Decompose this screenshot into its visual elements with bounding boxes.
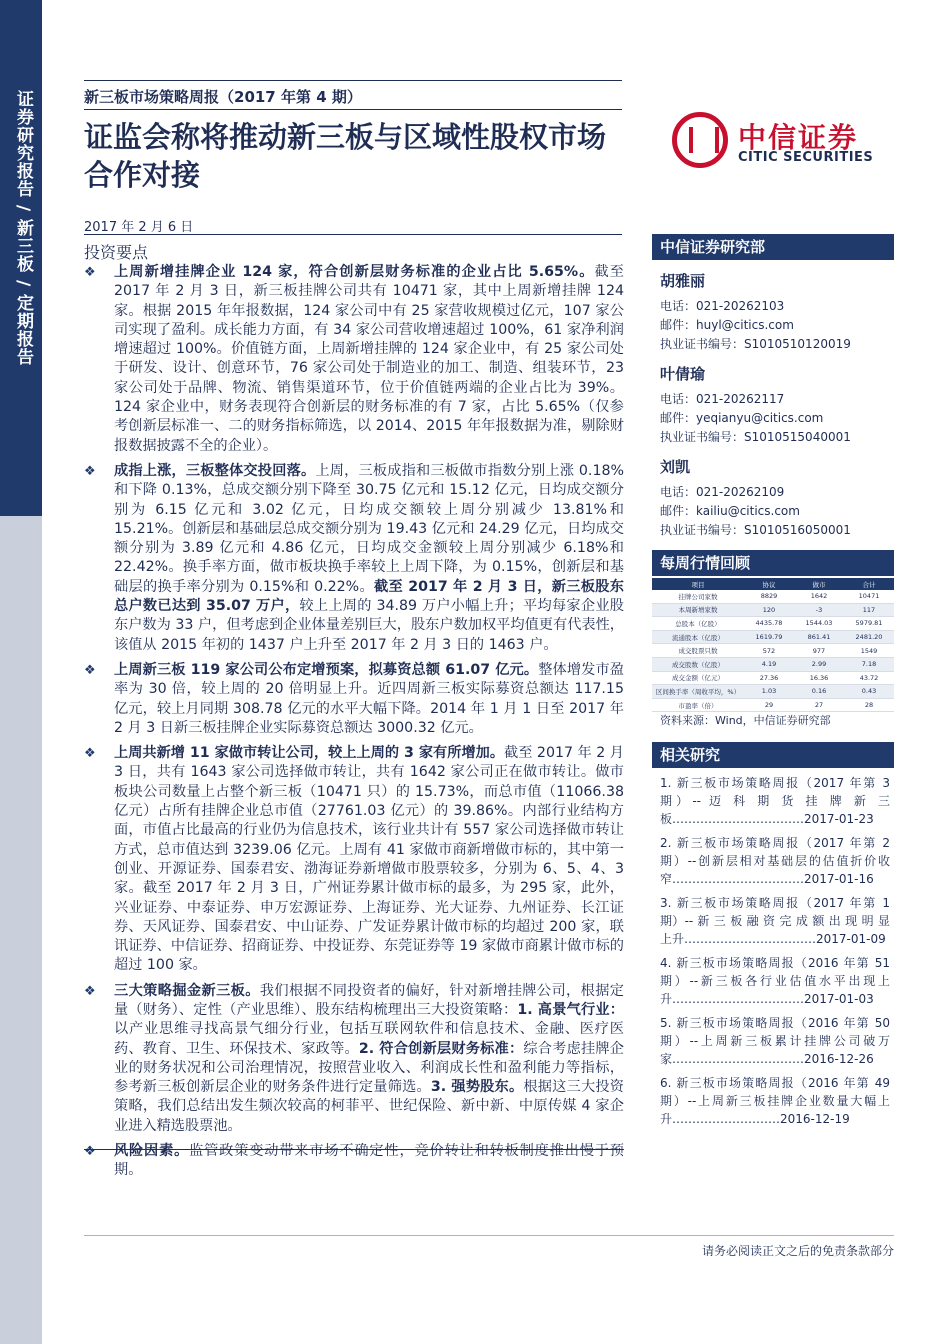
bullet-lead: 风险因素。	[114, 1143, 190, 1160]
sidebar-label: 证券研究报告 / 新三板 / 定期报告	[13, 90, 33, 367]
table-cell: 1619.79	[744, 630, 794, 644]
analyst-name: 胡雅丽	[660, 272, 706, 290]
date-rule	[84, 234, 622, 235]
table-cell: 1642	[794, 590, 844, 603]
section-heading: 投资要点	[84, 243, 149, 262]
page-title: 证监会称将推动新三板与区域性股权市场合作对接	[84, 120, 607, 192]
table-row	[652, 685, 894, 699]
table-cell: 流通股本（亿股）	[652, 630, 744, 644]
citic-emblem-icon	[672, 112, 728, 168]
column-header: 协议	[744, 578, 794, 590]
table-cell: 5979.81	[844, 617, 894, 631]
logo-cn: 中信证券	[738, 121, 859, 154]
table-cell: 7.18	[844, 657, 894, 671]
analyst-email: 邮件：yeqianyu@citics.com	[660, 411, 824, 425]
table-cell: -3	[794, 603, 844, 617]
table-cell: 2481.20	[844, 630, 894, 644]
top-rule	[84, 80, 622, 81]
analyst-phone: 电话：021-20262117	[660, 392, 785, 406]
table-cell: 4.19	[744, 657, 794, 671]
bullet-lead: 三大策略掘金新三板。	[114, 982, 260, 999]
bullet-lead: 1. 高景气行业：	[517, 1001, 624, 1018]
related-item[interactable]: 2. 新三板市场策略周报（2017 年第 2 期）--创新层相对基础层的估值折价收窄……………………………2017-01-16	[660, 836, 890, 886]
bullet-text: 整体增发市盈率为 30 倍，较上周的 20 倍明显上升。近四周新三板实际募资总额达 117.15 亿元，较上月同期 308.78 亿元的水平大幅下降。2014 年 1 月 1 日至 2017 年 2 月 3 日新三板挂牌企业实际募资总额达 3000.32 亿元。	[114, 661, 624, 736]
table-cell: 43.72	[844, 671, 894, 685]
bullet-text: 截至 2017 年 2 月 3 日，共有 1643 家公司选择做市转让，共有 1642 家公司正在做市转让。做市板块公司数量上占整个新三板（10471 只）的 15.73%，而总市值（11066.38 亿元）占所有挂牌企业总市值（27761.03 亿元）的 39.86%。内部行业结构方面，市值占比最高的行业仍为信息技术，该行业共计有 557 家公司选择做市转让方式，总市值达到 3239.06 亿元。上周有 41 家做市商新增做市标的，其中第一创业、开源证券、国泰君安、渤海证券新增做市股票较多，分别为 6、5、4、3 家。截至 2017 年 2 月 3 日，广州证券累计做市标的最多，为 295 家，此外，兴业证券、中泰证券、申万宏源证券、上海证券、光大证券、九州证券、长江证券、天风证券、国泰君安、中山证券、广发证券累计做市标的均超过 200 家，联讯证券、中信证券、招商证券、中投证券、东莞证券等 19 家做市商累计做市标的超过 100 家。	[114, 745, 624, 974]
table-cell: 29	[744, 698, 794, 712]
investment-highlights	[84, 263, 624, 1187]
column-header: 做市	[794, 578, 844, 590]
table-cell: 1549	[844, 644, 894, 658]
bullet-lead: 上周新增挂牌企业 124 家，符合创新层财务标准的企业占比 5.65%。	[114, 264, 595, 280]
weekly-review-header: 每周行情回顾	[652, 550, 894, 576]
bullet-item	[84, 1142, 624, 1181]
bullet-item	[84, 982, 624, 1136]
table-cell: 区间换手率（周收平均，%）	[652, 685, 744, 699]
table-cell: 117	[844, 603, 894, 617]
column-header: 合计	[844, 578, 894, 590]
bullet-text: 截至 2017 年 2 月 3 日，新三板挂牌公司共有 10471 家，其中上周新增挂牌 124 家。根据 2015 年年报数据，124 家公司中有 25 家营收规模过亿元，107 家公司实现了盈利。成长能力方面，有 34 家公司营收增速超过 100%，61 家净利润增速超过 100%。价值链方面，上周新增挂牌的 124 家企业中，有 25 家公司处于研发、设计、创意环节，76 家公司处于制造业的加工、制造、组装环节，23 家公司处于品牌、物流、销售渠道环节，位于价值链两端的企业占比为 39%。124 家企业中，财务表现符合创新层的财务标准的有 7 家，占比 5.65%（仅参考创新层标准一、二的财务指标筛选，以 2014、2015 年年报数据为准，剔除财报数据披露不全的企业）。	[114, 264, 624, 454]
table-cell: 1544.03	[794, 617, 844, 631]
bullet-text: 上周，三板成指和三板做市指数分别上涨 0.18%和下降 0.13%，总成交额分别下降至 30.75 亿元和 15.12 亿元，日均成交额分别为 6.15 亿元和 3.02 亿元，日均成交额较上周分别减少 13.81%和 15.21%。创新层和基础层总成交额分别为 19.43 亿元和 24.29 亿元，日均成交额分别为 3.89 亿元和 4.86 亿元，日均成交金额较上周分别减少 6.18%和 22.42%。换手率方面，做市板块换手率较上上周下降，为 0.15%，创新层和基础层的换手率分别为 0.15%和 0.22%。	[114, 462, 624, 595]
table-row	[652, 617, 894, 631]
table-cell: 1.03	[744, 685, 794, 699]
sidebar-band-lower	[0, 516, 42, 1344]
table-cell: 861.41	[794, 630, 844, 644]
bullet-item	[84, 661, 624, 738]
table-cell: 成交金额（亿元）	[652, 671, 744, 685]
citic-logo	[672, 112, 882, 172]
table-cell: 市盈率（倍）	[652, 698, 744, 712]
sidebar-band	[0, 0, 42, 516]
bullet-lead: 上周共新增 11 家做市转让公司，较上上周的 3 家有所增加。	[114, 745, 505, 762]
bullet-text: 我们根据不同投资者的偏好，针对新增挂牌公司，根据定量（财务）、定性（产业思维）、股东结构梳理出三大投资策略：	[114, 982, 624, 1018]
table-row	[652, 698, 894, 712]
table-cell: 8829	[744, 590, 794, 603]
analyst-cert: 执业证书编号：S1010510120019	[660, 337, 851, 351]
bullet-text: 根据这三大投资策略，我们总结出发生频次较高的柯菲平、世纪保险、新中新、中原传媒 4 家企业进入精选股票池。	[114, 1079, 624, 1134]
bullet-item	[84, 744, 624, 976]
related-item[interactable]: 5. 新三板市场策略周报（2016 年第 50 期）--上周新三板累计挂牌公司破万家……………………………2016-12-26	[660, 1016, 890, 1066]
research-dept-header: 中信证券研究部	[652, 234, 894, 260]
bullet-lead: 3. 强势股东。	[430, 1079, 524, 1096]
logo-en: CITIC SECURITIES	[738, 150, 874, 165]
diamond-bullet-icon: ❖	[84, 1144, 96, 1160]
analyst-phone: 电话：021-20262109	[660, 485, 785, 499]
table-row	[652, 590, 894, 603]
related-research-header: 相关研究	[652, 742, 894, 768]
analyst-cert: 执业证书编号：S1010515040001	[660, 430, 851, 444]
analyst-card	[660, 365, 890, 447]
series-rule	[84, 109, 622, 110]
table-cell: 27.36	[744, 671, 794, 685]
analyst-phone: 电话：021-20262103	[660, 299, 785, 313]
analyst-cert: 执业证书编号：S1010516050001	[660, 523, 851, 537]
table-cell: 16.36	[794, 671, 844, 685]
table-row	[652, 603, 894, 617]
series-title: 新三板市场策略周报（2017 年第 4 期）	[84, 88, 362, 106]
table-row	[652, 657, 894, 671]
bullet-text: 综合考虑挂牌企业的财务状况和公司治理情况，按照营业收入、利润成长性和盈利能力等指标，参考新三板创新层企业的财务条件进行定量筛选。	[114, 1040, 624, 1096]
bullet-text: 较上上周的 34.89 万户小幅上升；平均每家企业股东户数为 33 户，但考虑到企业体量差别巨大，股东户数加权平均值更有代表性，该值从 2015 年初的 1437 户上升至 2017 年 2 月 3 日的 1463 户。	[114, 598, 624, 653]
analyst-card	[660, 458, 890, 540]
table-row	[652, 644, 894, 658]
bullet-text: 以产业思维寻找高景气细分行业，包括互联网软件和信息技术、金融、医疗医药、教育、卫生、环保技术、家政等。	[114, 1021, 624, 1057]
related-item[interactable]: 6. 新三板市场策略周报（2016 年第 49 期）--上周新三板挂牌企业数量大幅上升………………………2016-12-19	[660, 1076, 890, 1126]
table-cell: 0.43	[844, 685, 894, 699]
analyst-name: 叶倩瑜	[660, 365, 706, 383]
table-cell: 成交股票只数	[652, 644, 744, 658]
table-source: 资料来源：Wind，中信证券研究部	[660, 714, 831, 727]
diamond-bullet-icon: ❖	[84, 746, 96, 762]
analyst-email: 邮件：huyl@citics.com	[660, 318, 794, 332]
table-header-row	[652, 578, 894, 590]
table-row	[652, 630, 894, 644]
table-cell: 120	[744, 603, 794, 617]
diamond-bullet-icon: ❖	[84, 662, 96, 678]
table-cell: 27	[794, 698, 844, 712]
bullet-text: 监管政策变动带来市场不确定性，竞价转让和转板制度推出慢于预期。	[114, 1143, 624, 1179]
main-bottom-rule	[84, 1149, 624, 1150]
column-header: 项目	[652, 578, 744, 590]
bullet-lead: 上周新三板 119 家公司公布定增预案，拟募资总额 61.07 亿元。	[114, 661, 539, 678]
bullet-item	[84, 263, 624, 456]
table-cell: 572	[744, 644, 794, 658]
table-cell: 977	[794, 644, 844, 658]
related-item[interactable]: 3. 新三板市场策略周报（2017 年第 1 期）-- 新 三 板 融 资 完 成 额 出 现 明 显 上升……………………………2017-01-09	[660, 896, 890, 946]
related-item[interactable]: 1. 新三板市场策略周报（2017 年第 3 期）-- 迈 科 期 货 挂 牌 新 三 板……………………………2017-01-23	[660, 776, 890, 826]
bullet-lead: 成指上涨，三板整体交投回落。	[114, 462, 316, 479]
table-cell: 10471	[844, 590, 894, 603]
diamond-bullet-icon: ❖	[84, 265, 96, 280]
weekly-table	[652, 578, 894, 712]
bullet-lead: 2. 符合创新层财务标准：	[358, 1040, 524, 1057]
table-cell: 28	[844, 698, 894, 712]
related-research-list	[660, 774, 890, 1134]
related-item[interactable]: 4. 新三板市场策略周报（2016 年第 51 期）--新三板各行业估值水平出现上升……………………………2017-01-03	[660, 956, 890, 1006]
bullet-lead: 截至 2017 年 2 月 3 日，新三板股东总户数已达到 35.07 万户，	[114, 578, 624, 615]
footer-disclaimer: 请务必阅读正文之后的免责条款部分	[701, 1244, 894, 1258]
table-row	[652, 671, 894, 685]
diamond-bullet-icon: ❖	[84, 463, 96, 479]
diamond-bullet-icon: ❖	[84, 983, 96, 999]
table-cell: 2.99	[794, 657, 844, 671]
table-cell: 成交股数（亿股）	[652, 657, 744, 671]
footer-rule	[84, 1235, 894, 1236]
analyst-email: 邮件：kailiu@citics.com	[660, 504, 800, 518]
analyst-card	[660, 272, 890, 354]
analyst-name: 刘凯	[660, 458, 691, 476]
table-cell: 0.16	[794, 685, 844, 699]
table-cell: 本周新增家数	[652, 603, 744, 617]
table-cell: 挂牌公司家数	[652, 590, 744, 603]
table-cell: 总股本（亿股）	[652, 617, 744, 631]
table-cell: 4435.78	[744, 617, 794, 631]
report-date: 2017 年 2 月 6 日	[84, 220, 194, 235]
bullet-item	[84, 462, 624, 655]
